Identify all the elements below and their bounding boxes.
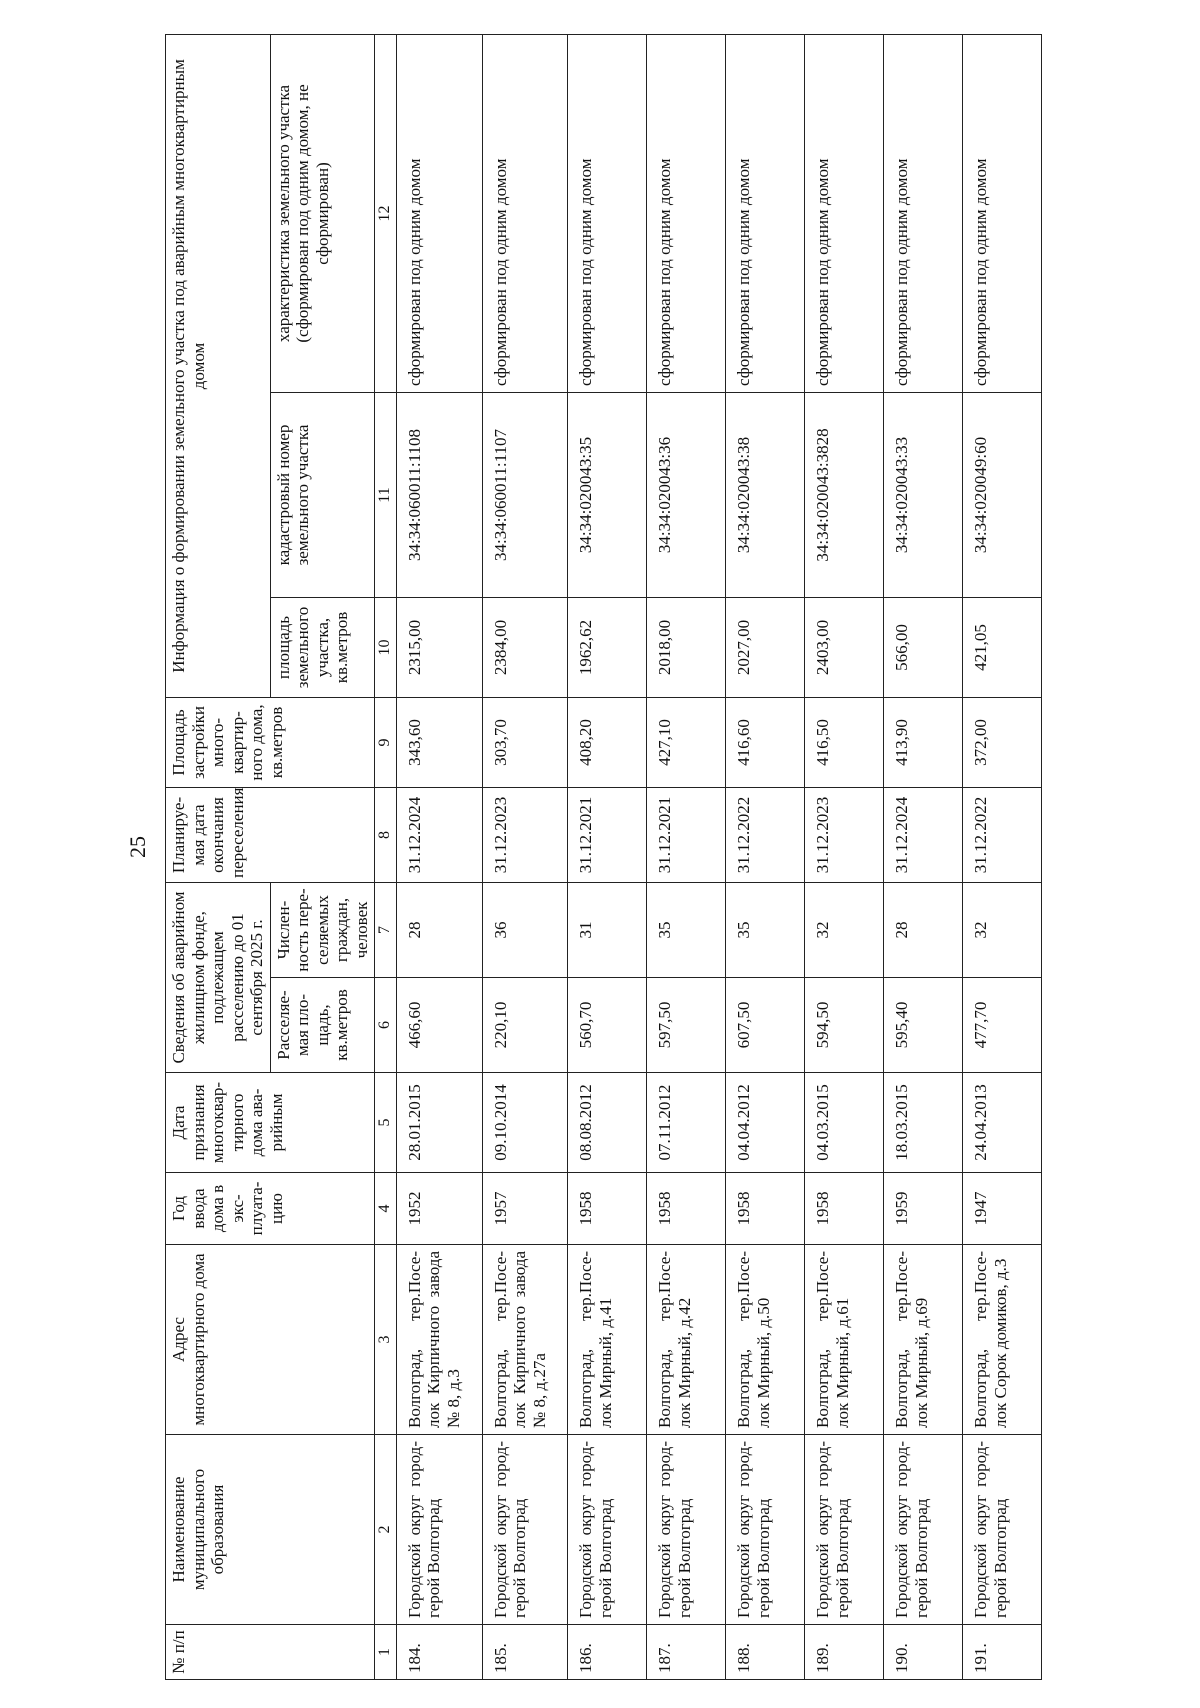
- column-number-row: [375, 34, 396, 1679]
- header-land-char: характеристика земельного участка (сформирован под одним домом, не сформирован): [270, 34, 375, 392]
- rotated-page-content: [165, 35, 1095, 1680]
- municipality-cell: Городской округ город-герой Волгоград: [805, 1435, 884, 1625]
- address-cell: Волгоград, тер.Посе-лок Кирпичного завода № 8, д.3: [396, 1245, 482, 1435]
- resettled-area-cell: 477,70: [963, 978, 1042, 1073]
- header-group-emergency: Сведения об аварийном жилищном фонде, подлежащем расселению до 01 сентября 2025 г.: [166, 883, 271, 1073]
- header-municipality: Наименование муниципального образования: [166, 1435, 375, 1625]
- built-area-cell: 416,50: [805, 698, 884, 788]
- address-cell: Волгоград, тер.Посе-лок Сорок домиков, д.3: [963, 1245, 1042, 1435]
- column-number: 11: [375, 393, 396, 598]
- land-area-cell: 2018,00: [647, 598, 726, 698]
- cadastral-number-cell: 34:34:020043:36: [647, 393, 726, 598]
- planned-end-date-cell: 31.12.2021: [647, 788, 726, 883]
- recognition-date-cell: 07.11.2012: [647, 1073, 726, 1173]
- built-area-cell: 343,60: [396, 698, 482, 788]
- column-number: 8: [375, 788, 396, 883]
- people-count-cell: 28: [884, 883, 963, 978]
- resettled-area-cell: 466,60: [396, 978, 482, 1073]
- column-number: 6: [375, 978, 396, 1073]
- recognition-date-cell: 04.03.2015: [805, 1073, 884, 1173]
- built-area-cell: 413,90: [884, 698, 963, 788]
- municipality-cell: Городской округ город-герой Волгоград: [726, 1435, 805, 1625]
- resettled-area-cell: 595,40: [884, 978, 963, 1073]
- column-number: 12: [375, 34, 396, 392]
- land-area-cell: 2027,00: [726, 598, 805, 698]
- row-number: 190.: [884, 1625, 963, 1680]
- header-year: Год ввода дома в экс-плуата-цию: [166, 1173, 375, 1245]
- column-number: 9: [375, 698, 396, 788]
- table-body: [396, 34, 1041, 1679]
- land-characteristic-cell: сформирован под одним домом: [805, 34, 884, 392]
- cadastral-number-cell: 34:34:020043:35: [568, 393, 647, 598]
- land-area-cell: 566,00: [884, 598, 963, 698]
- column-number: 4: [375, 1173, 396, 1245]
- header-no: № п/п: [166, 1625, 375, 1680]
- year-cell: 1947: [963, 1173, 1042, 1245]
- people-count-cell: 35: [726, 883, 805, 978]
- row-number: 189.: [805, 1625, 884, 1680]
- year-cell: 1958: [647, 1173, 726, 1245]
- recognition-date-cell: 18.03.2015: [884, 1073, 963, 1173]
- municipality-cell: Городской округ город-герой Волгоград: [482, 1435, 568, 1625]
- address-cell: Волгоград, тер.Посе-лок Мирный, д.42: [647, 1245, 726, 1435]
- municipality-cell: Городской округ город-герой Волгоград: [963, 1435, 1042, 1625]
- recognition-date-cell: 28.01.2015: [396, 1073, 482, 1173]
- column-number: 1: [375, 1625, 396, 1680]
- address-cell: Волгоград, тер.Посе-лок Мирный, д.69: [884, 1245, 963, 1435]
- address-cell: Волгоград, тер.Посе-лок Мирный, д.61: [805, 1245, 884, 1435]
- header-people: Числен-ность пере-селяемых граждан, человек: [270, 883, 375, 978]
- built-area-cell: 416,60: [726, 698, 805, 788]
- table-row: [963, 34, 1042, 1679]
- header-planned-end: Планируе-мая дата окончания переселения: [166, 788, 375, 883]
- land-characteristic-cell: сформирован под одним домом: [726, 34, 805, 392]
- people-count-cell: 32: [805, 883, 884, 978]
- header-group-land: Информация о формировании земельного участка под аварийным многоквартирным домом: [166, 34, 271, 697]
- row-number: 191.: [963, 1625, 1042, 1680]
- cadastral-number-cell: 34:34:060011:1107: [482, 393, 568, 598]
- municipality-cell: Городской округ город-герой Волгоград: [568, 1435, 647, 1625]
- people-count-cell: 36: [482, 883, 568, 978]
- land-area-cell: 2315,00: [396, 598, 482, 698]
- table-row: [482, 34, 568, 1679]
- people-count-cell: 31: [568, 883, 647, 978]
- row-number: 184.: [396, 1625, 482, 1680]
- year-cell: 1958: [568, 1173, 647, 1245]
- header-land-area: площадь земельного участка, кв.метров: [270, 598, 375, 698]
- table-row: [647, 34, 726, 1679]
- column-number: 5: [375, 1073, 396, 1173]
- year-cell: 1952: [396, 1173, 482, 1245]
- column-number: 2: [375, 1435, 396, 1625]
- municipality-cell: Городской округ город-герой Волгоград: [884, 1435, 963, 1625]
- built-area-cell: 303,70: [482, 698, 568, 788]
- row-number: 188.: [726, 1625, 805, 1680]
- land-characteristic-cell: сформирован под одним домом: [884, 34, 963, 392]
- year-cell: 1958: [805, 1173, 884, 1245]
- cadastral-number-cell: 34:34:020043:38: [726, 393, 805, 598]
- table-row: [884, 34, 963, 1679]
- recognition-date-cell: 04.04.2012: [726, 1073, 805, 1173]
- resettled-area-cell: 560,70: [568, 978, 647, 1073]
- page-number: 25: [125, 836, 150, 858]
- header-recognition-date: Дата признания многоквар-тирного дома ава-рийным: [166, 1073, 375, 1173]
- column-number: 10: [375, 598, 396, 698]
- resettled-area-cell: 597,50: [647, 978, 726, 1073]
- planned-end-date-cell: 31.12.2023: [482, 788, 568, 883]
- municipality-cell: Городской округ город-герой Волгоград: [647, 1435, 726, 1625]
- cadastral-number-cell: 34:34:020043:33: [884, 393, 963, 598]
- planned-end-date-cell: 31.12.2024: [396, 788, 482, 883]
- address-cell: Волгоград, тер.Посе-лок Мирный, д.41: [568, 1245, 647, 1435]
- municipality-cell: Городской округ город-герой Волгоград: [396, 1435, 482, 1625]
- people-count-cell: 28: [396, 883, 482, 978]
- header-address: Адрес многоквартирного дома: [166, 1245, 375, 1435]
- column-number: 7: [375, 883, 396, 978]
- built-area-cell: 372,00: [963, 698, 1042, 788]
- row-number: 187.: [647, 1625, 726, 1680]
- year-cell: 1958: [726, 1173, 805, 1245]
- table-row: [805, 34, 884, 1679]
- land-characteristic-cell: сформирован под одним домом: [482, 34, 568, 392]
- resettled-area-cell: 594,50: [805, 978, 884, 1073]
- land-characteristic-cell: сформирован под одним домом: [396, 34, 482, 392]
- cadastral-number-cell: 34:34:020049:60: [963, 393, 1042, 598]
- planned-end-date-cell: 31.12.2023: [805, 788, 884, 883]
- land-characteristic-cell: сформирован под одним домом: [568, 34, 647, 392]
- cadastral-number-cell: 34:34:060011:1108: [396, 393, 482, 598]
- header-row-1: [166, 34, 271, 1679]
- resettled-area-cell: 607,50: [726, 978, 805, 1073]
- row-number: 185.: [482, 1625, 568, 1680]
- people-count-cell: 32: [963, 883, 1042, 978]
- planned-end-date-cell: 31.12.2024: [884, 788, 963, 883]
- built-area-cell: 427,10: [647, 698, 726, 788]
- land-characteristic-cell: сформирован под одним домом: [647, 34, 726, 392]
- address-cell: Волгоград, тер.Посе-лок Кирпичного завода № 8, д.27а: [482, 1245, 568, 1435]
- planned-end-date-cell: 31.12.2022: [726, 788, 805, 883]
- year-cell: 1957: [482, 1173, 568, 1245]
- header-cadastral: кадастровый номер земельного участка: [270, 393, 375, 598]
- year-cell: 1959: [884, 1173, 963, 1245]
- table-row: [396, 34, 482, 1679]
- address-cell: Волгоград, тер.Посе-лок Мирный, д.50: [726, 1245, 805, 1435]
- resettled-area-cell: 220,10: [482, 978, 568, 1073]
- land-area-cell: 421,05: [963, 598, 1042, 698]
- land-characteristic-cell: сформирован под одним домом: [963, 34, 1042, 392]
- planned-end-date-cell: 31.12.2022: [963, 788, 1042, 883]
- emergency-housing-table: [165, 34, 1042, 1680]
- land-area-cell: 2384,00: [482, 598, 568, 698]
- header-area-resettled: Расселяе-мая пло-щадь, кв.метров: [270, 978, 375, 1073]
- people-count-cell: 35: [647, 883, 726, 978]
- land-area-cell: 1962,62: [568, 598, 647, 698]
- recognition-date-cell: 24.04.2013: [963, 1073, 1042, 1173]
- planned-end-date-cell: 31.12.2021: [568, 788, 647, 883]
- column-number: 3: [375, 1245, 396, 1435]
- header-built-area: Площадь застройки много-квартир-ного дома, кв.метров: [166, 698, 375, 788]
- row-number: 186.: [568, 1625, 647, 1680]
- table-row: [726, 34, 805, 1679]
- built-area-cell: 408,20: [568, 698, 647, 788]
- land-area-cell: 2403,00: [805, 598, 884, 698]
- cadastral-number-cell: 34:34:020043:3828: [805, 393, 884, 598]
- recognition-date-cell: 09.10.2014: [482, 1073, 568, 1173]
- recognition-date-cell: 08.08.2012: [568, 1073, 647, 1173]
- table-row: [568, 34, 647, 1679]
